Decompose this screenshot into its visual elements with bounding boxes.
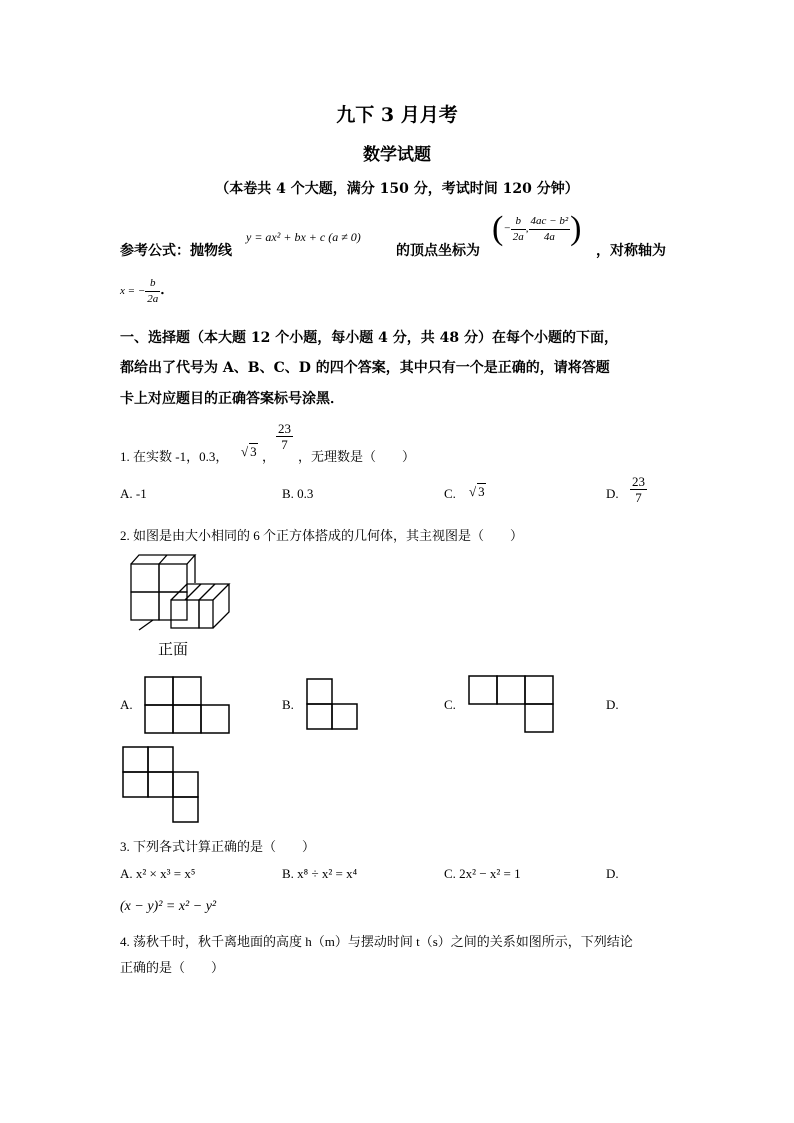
q1-option-b: B. 0.3 xyxy=(282,486,314,501)
exam-info: （本卷共 4 个大题，满分 150 分，考试时间 120 分钟） xyxy=(215,181,579,197)
axis-lhs: x = − xyxy=(120,285,146,298)
parabola-formula: y = ax² + bx + c (a ≠ 0) xyxy=(246,230,361,244)
q2-option-b-label: B. xyxy=(282,697,294,712)
axis-text: ，对称轴为 xyxy=(596,243,666,259)
q1-stem-a: 1. 在实数 -1，0.3， xyxy=(120,449,229,464)
q1-option-d-numerator: 23 xyxy=(632,474,645,489)
q2-option-a-label: A. xyxy=(120,697,133,712)
q2-stem: 2. 如图是由大小相同的 6 个正方体搭成的几何体，其主视图是（ ） xyxy=(120,528,524,543)
q1-option-a: A. -1 xyxy=(120,486,147,501)
q1-option-c-value: 3 xyxy=(478,484,485,499)
q1-option-c-label: C. xyxy=(444,486,456,501)
q4-stem-line1: 4. 荡秋千时，秋千离地面的高度 h（m）与摆动时间 t（s）之间的关系如图所示，下列结论 xyxy=(120,934,633,949)
q3-option-c: C. 2x² − x² = 1 xyxy=(444,866,521,881)
q2-option-a-figure xyxy=(144,676,232,734)
q2-option-d-label: D. xyxy=(606,697,619,712)
q3-option-d-expression: (x − y)² = x² − y² xyxy=(120,899,217,914)
q3-stem: 3. 下列各式计算正确的是（ ） xyxy=(120,839,316,854)
subject-title: 数学试题 xyxy=(363,145,431,165)
section1-line3: 卡上对应题目的正确答案标号涂黑． xyxy=(120,391,344,407)
q1-option-c-sqrt: √ 3 xyxy=(469,484,485,499)
vertex-y-numerator: 4ac − b² xyxy=(529,214,571,230)
vertex-y-denominator: 4a xyxy=(543,230,555,243)
q1-sqrt-value: 3 xyxy=(250,444,257,459)
q1-stem-b: ， xyxy=(262,449,276,464)
vertex-x-denominator: 2a xyxy=(512,230,524,243)
q2-solid-figure xyxy=(125,550,240,635)
vertex-coordinates: (− $\frac{b}{2a}$ , $\frac{\text{4ac − b²}}{4a}$ ) xyxy=(492,210,582,247)
formula-label: 参考公式：抛物线 xyxy=(120,243,232,259)
q1-fraction xyxy=(276,421,293,452)
section1-line1: 一、选择题（本大题 12 个小题，每小题 4 分，共 48 分）在每个小题的下面， xyxy=(120,330,618,346)
section1-line2: 都给出了代号为 A、B、C、D 的四个答案，其中只有一个是正确的，请将答题 xyxy=(120,360,610,376)
axis-numerator: b xyxy=(145,276,160,292)
q1-frac-denominator: 7 xyxy=(281,437,288,452)
q2-front-label: 正面 xyxy=(158,640,189,658)
q1-option-d-label: D. xyxy=(606,486,619,501)
q1-option-d-denominator: 7 xyxy=(635,490,642,505)
q2-option-b-figure xyxy=(306,678,362,732)
end-mark: ． xyxy=(160,283,175,299)
q2-option-d-figure xyxy=(122,746,202,826)
q2-option-c-figure xyxy=(468,675,556,735)
q1-sqrt: √ 3 xyxy=(241,444,257,459)
q4-stem-line2: 正确的是（ ） xyxy=(120,960,225,975)
q3-option-d-label: D. xyxy=(606,866,619,881)
q2-option-c-label: C. xyxy=(444,697,456,712)
q3-option-b: B. x⁸ ÷ x² = x⁴ xyxy=(282,866,358,881)
axis-denominator: 2a xyxy=(147,293,159,305)
q1-option-d-fraction xyxy=(630,474,647,505)
exam-title: 九下 3 月月考 xyxy=(336,104,458,126)
vertex-x-numerator: b xyxy=(511,214,526,230)
q1-stem-c: ，无理数是（ ） xyxy=(298,449,416,464)
vertex-text: 的顶点坐标为 xyxy=(396,243,480,259)
q1-frac-numerator: 23 xyxy=(278,421,291,436)
axis-formula xyxy=(120,276,174,307)
q3-option-a: A. x² × x³ = x⁵ xyxy=(120,866,196,881)
